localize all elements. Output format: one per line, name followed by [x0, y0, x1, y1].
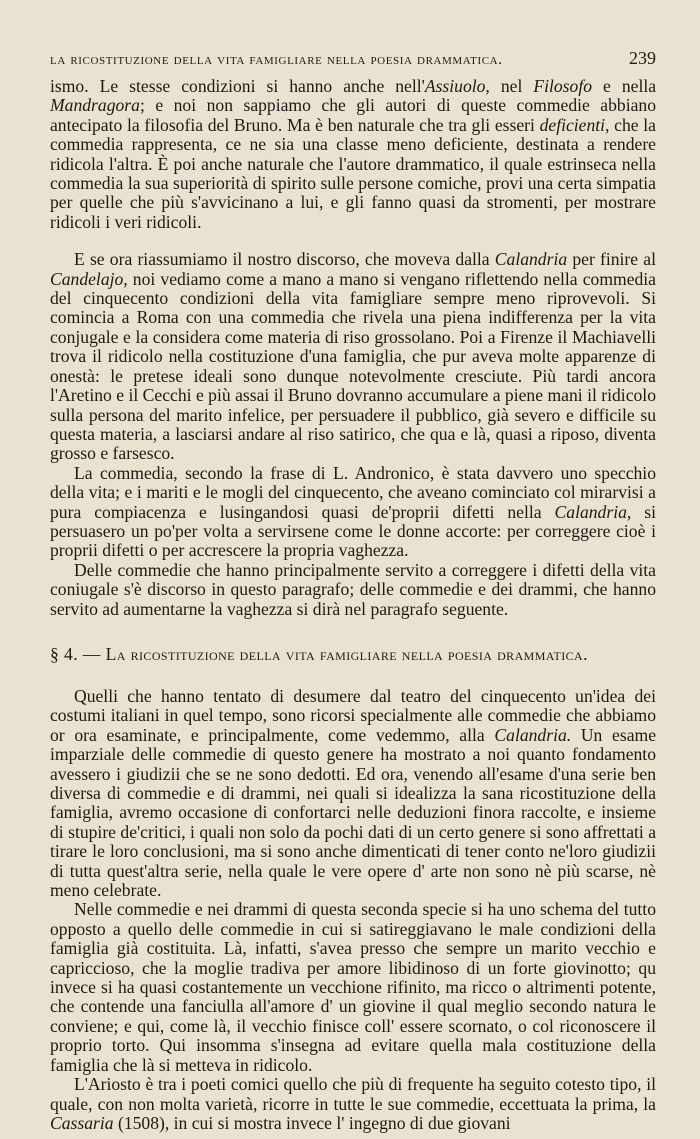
paragraph-3: La commedia, secondo la frase di L. Andronico, è stata davvero uno specchio della vita; e i mariti e le mogli del cinquecento, che aveano cominciato col mirarvisi a pura compiacenza e lusingandosi quasi de'proprii difetti nella Calandria, si persuasero un po'per volta a servirsene come le donne accorte: per correggere cioè i proprii difetti o per accrescere la propria vaghezza. [50, 462, 656, 561]
paragraph-gap [50, 232, 656, 250]
paragraph-1: ismo. Le stesse condizioni si hanno anche nell'Assiuolo, nel Filosofo e nella Mandragora; e noi non sappiamo che gli autori di queste commedie abbiano antecipato la filosofia del Bruno. Ma è ben naturale che tra gli esseri deficienti, che la commedia rappresenta, ce ne sia una classe meno deficiente, destinata a rendere ridicola l'altra. È poi anche naturale che l'autore drammatico, il quale estrinseca nella commedia la sua superiorità di spirito sulle persone comiche, provi una certa simpatia per quelle che più s'avvicinano a lui, e gli fanno quasi da stromenti, per mostrare ridicoli i veri ridicoli. [50, 76, 657, 232]
running-header-title: la ricostituzione della vita famigliare nella poesia drammatica. [50, 51, 503, 68]
paragraph-2: E se ora riassumiamo il nostro discorso, che moveva dalla Calandria per finire al Candelajo, noi vediamo come a mano a mano si vengano riflettendo nella commedia del cinquecento condizioni della vita famigliare sempre meno riprovevoli. Si comincia a Roma con una commedia che rivela una piena indifferenza per la vita conjugale e la considera come materia di riso grossolano. Poi a Firenze il Machiavelli trova il ridicolo nella costituzione d'una famiglia, che pur aveva molte apparenze di onestà: le pretese ideali sono dunque notevolmente cresciute. Più tardi ancora l'Aretino e il Cecchi e più assai il Bruno dovranno accumulare a piene mani il ridicolo sulla persona del marito infelice, per persuadere il pubblico, già severo e difficile su questa materia, a lasciarsi andare al riso satirico, che qua e là, quasi a riposo, diventa grosso e farsesco. [50, 249, 656, 464]
paragraph-5: Quelli che hanno tentato di desumere dal teatro del cinquecento un'idea dei costumi italiani in quel tempo, sono ricorsi specialmente alle commedie che abbiamo or ora esaminate, e principalmente, come vedemmo, alla Calandria. Un esame imparziale delle commedie di questo genere ha mostrato a noi quanto fondamento avessero i giudizii che se ne sono dedotti. Ed ora, venendo all'esame d'una serie ben diversa di commedie e di drammi, nei quali si idealizza la sana ricostituzione della famiglia, avremo occasione di confortarci nelle deduzioni finora raccolte, e insieme di stupire de'critici, i quali non solo da pochi dati di un certo genere si sono affrettati a tirare le loro conclusioni, ma si sono anche dimenticati di tener conto ne'loro giudizii di tutta quest'altra serie, nella quale le vere opere d' arte non sono nè più scarse, nè meno celebrate. [50, 685, 657, 901]
paragraph-7: L'Ariosto è tra i poeti comici quello che più di frequente ha seguito cotesto tipo, il quale, con non molta varietà, ricorre in tutte le sue commedie, eccettuata la prima, la Cassaria (1508), in cui si mostra invece l' ingegno di due giovani [50, 1074, 656, 1133]
section-heading [50, 643, 656, 665]
paragraph-4: Delle commedie che hanno principalmente servito a correggere i difetti della vita coniugale s'è discorso in questo paragrafo; delle commedie e dei drammi, che hanno servito ad aumentarne la vaghezza si dirà nel paragrafo seguente. [50, 559, 656, 619]
paragraph-6: Nelle commedie e nei drammi di questa seconda specie si ha uno schema del tutto opposto a quello delle commedie in cui si satireggiavano le male condizioni della famiglia già costituita. Là, infatti, s'avea presso che sempre un marito vecchio e capriccioso, che la moglie tradiva per amore libidinoso di un forte giovinotto; qu invece si ha quasi costantemente un vecchione rifinito, ma ricco o altrimenti potente, che contende una fanciulla all'amore d' un giovine il qual meglio secondo natura le conviene; e qui, come là, il vecchio finisce coll' essere scornato, o col riconoscere il proprio torto. Qui insomma s'insegna ad evitare quella mala costituzione della famiglia che là si metteva in ridicolo. [50, 899, 656, 1075]
page-number: 239 [629, 48, 656, 68]
running-header [50, 48, 656, 69]
section-number: § 4. — [50, 643, 101, 664]
section-title: La ricostituzione della vita famigliare nella poesia drammatica. [105, 643, 588, 664]
